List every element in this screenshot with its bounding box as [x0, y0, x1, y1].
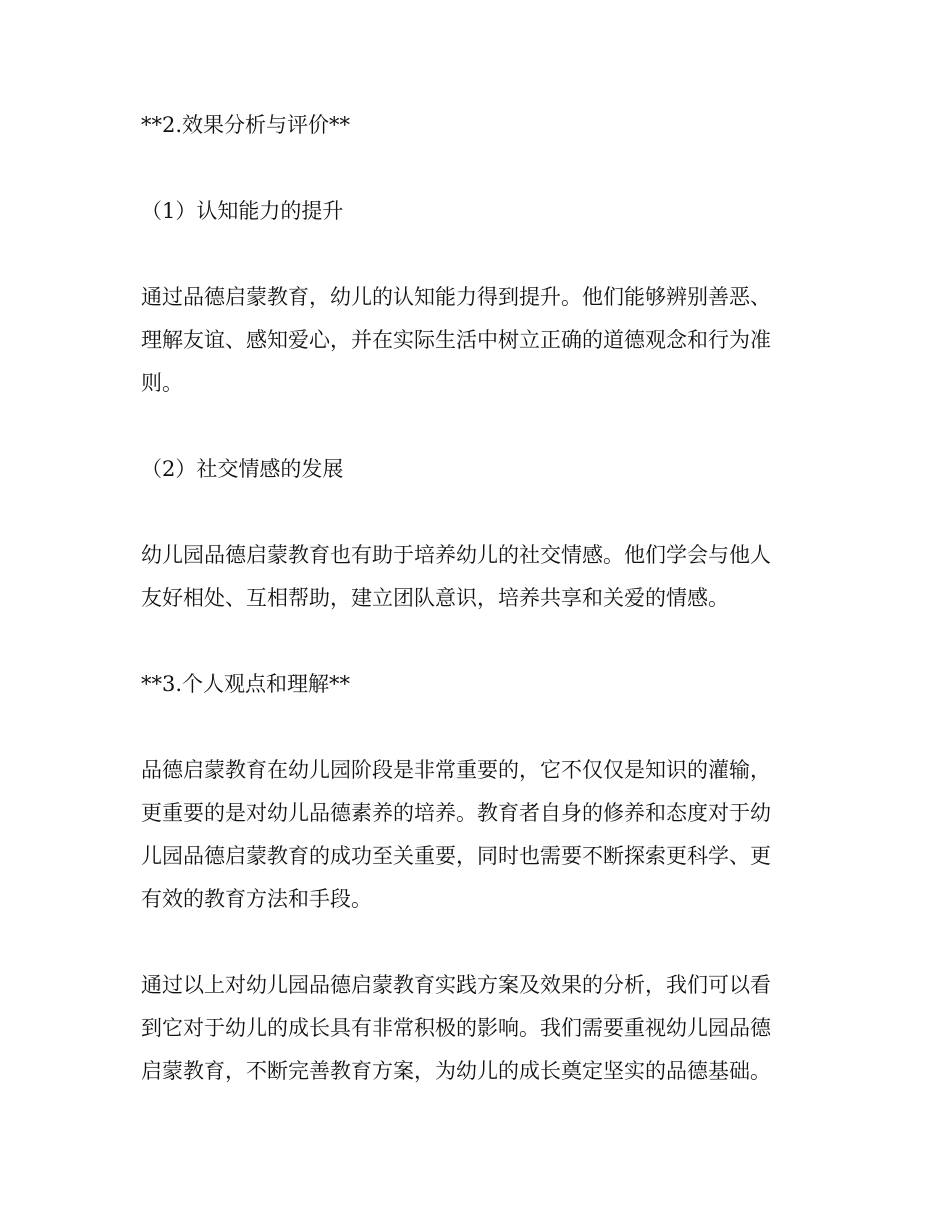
paragraph-line: 幼儿园品德启蒙教育也有助于培养幼儿的社交情感。他们学会与他人 — [141, 543, 771, 567]
paragraph-line: 通过以上对幼儿园品德启蒙教育实践方案及效果的分析，我们可以看 — [141, 973, 771, 997]
paragraph-line: 到它对于幼儿的成长具有非常积极的影响。我们需要重视幼儿园品德 — [141, 1016, 771, 1040]
paragraph-personal-view — [141, 749, 801, 921]
paragraph-line: 友好相处、互相帮助，建立团队意识，培养共享和关爱的情感。 — [141, 586, 729, 610]
section-heading-effect-analysis — [141, 104, 801, 147]
heading-text: **3.个人观点和理解** — [141, 672, 351, 696]
section-heading-personal-view — [141, 663, 801, 706]
paragraph-line: 则。 — [141, 371, 183, 395]
paragraph-line: 更重要的是对幼儿品德素养的培养。教育者自身的修养和态度对于幼 — [141, 801, 771, 825]
subheading-text: （1）认知能力的提升 — [141, 199, 344, 223]
paragraph-conclusion — [141, 964, 801, 1093]
paragraph-line: 有效的教育方法和手段。 — [141, 887, 372, 911]
subheading-cognitive — [141, 190, 801, 233]
paragraph-cognitive — [141, 276, 801, 405]
paragraph-line: 品德启蒙教育在幼儿园阶段是非常重要的，它不仅仅是知识的灌输， — [141, 758, 771, 782]
paragraph-line: 通过品德启蒙教育，幼儿的认知能力得到提升。他们能够辨别善恶、 — [141, 285, 771, 309]
subheading-social — [141, 448, 801, 491]
paragraph-line: 理解友谊、感知爱心，并在实际生活中树立正确的道德观念和行为准 — [141, 328, 771, 352]
paragraph-line: 启蒙教育，不断完善教育方案，为幼儿的成长奠定坚实的品德基础。 — [141, 1059, 771, 1083]
subheading-text: （2）社交情感的发展 — [141, 457, 344, 481]
heading-text: **2.效果分析与评价** — [141, 113, 351, 137]
paragraph-social — [141, 534, 801, 620]
paragraph-line: 儿园品德启蒙教育的成功至关重要，同时也需要不断探索更科学、更 — [141, 844, 771, 868]
